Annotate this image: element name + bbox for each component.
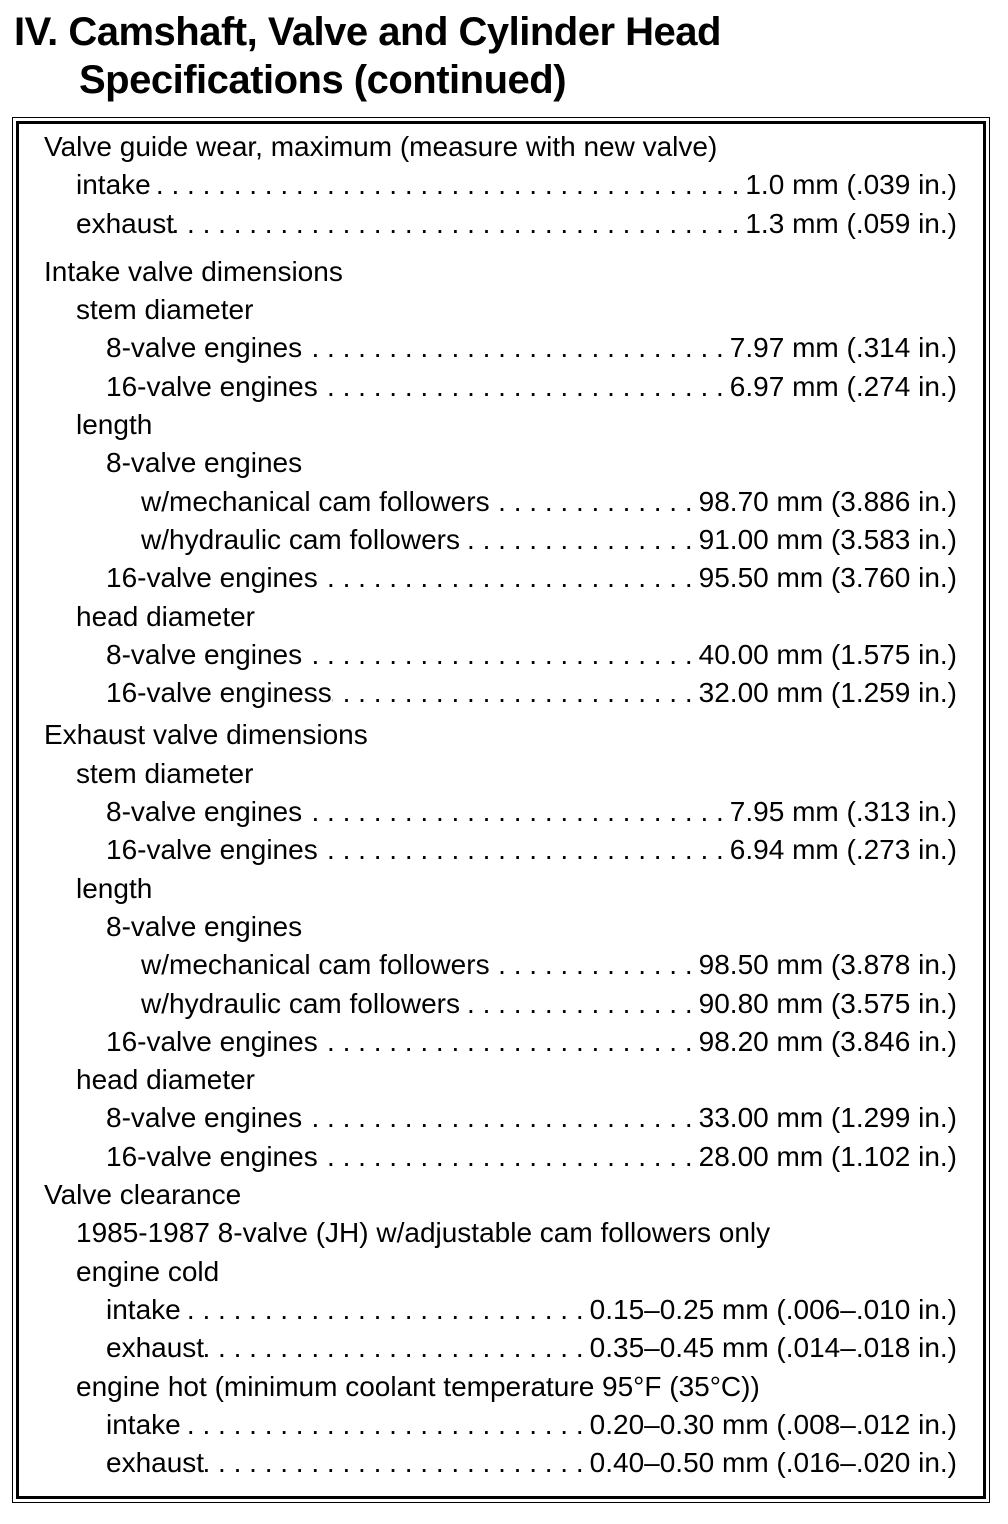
spec-row (19, 1023, 983, 1061)
spec-row (19, 1099, 983, 1137)
spec-label: 1985-1987 8-valve (JH) w/adjustable cam followers only (76, 1217, 771, 1249)
spec-row (19, 559, 983, 597)
spec-label: head diameter (76, 600, 256, 632)
spec-value: 98.50 mm (3.878 in.) (698, 949, 957, 981)
section-heading-row (19, 716, 983, 754)
spec-row (19, 521, 983, 559)
leader-dots (302, 1099, 699, 1137)
spec-row (19, 946, 983, 984)
spec-row (19, 674, 983, 712)
spec-label: exhaust (106, 1332, 205, 1364)
spec-value: 6.94 mm (.273 in.) (729, 834, 957, 866)
spec-value: 1.0 mm (.039 in.) (745, 169, 957, 201)
spec-value: 7.97 mm (.314 in.) (729, 332, 957, 364)
spec-row (19, 908, 983, 946)
spec-row (19, 1406, 983, 1444)
spec-label: 8-valve engines (106, 332, 303, 364)
spec-label: length (76, 409, 153, 441)
leader-dots (181, 1406, 590, 1444)
spec-row (19, 870, 983, 908)
spec-label: w/mechanical cam followers (141, 485, 490, 517)
spec-label: stem diameter (76, 294, 254, 326)
spec-row (19, 755, 983, 793)
spec-row (19, 1291, 983, 1329)
spec-row (19, 598, 983, 636)
spec-value: 33.00 mm (1.299 in.) (698, 1102, 957, 1134)
spec-value: 1.3 mm (.059 in.) (745, 207, 957, 239)
spec-label: w/mechanical cam followers (141, 949, 490, 981)
spec-label: intake (106, 1408, 181, 1440)
spec-label: Valve clearance (44, 1179, 242, 1211)
spec-value: 7.95 mm (.313 in.) (729, 796, 957, 828)
spec-label: 8-valve engines (106, 910, 303, 942)
spec-value: 40.00 mm (1.575 in.) (698, 638, 957, 670)
spec-label: 16-valve engines (106, 1025, 318, 1057)
spec-label: 16-valve engines (106, 1140, 318, 1172)
spec-label: exhaust (106, 1447, 205, 1479)
spec-value: 28.00 mm (1.102 in.) (698, 1140, 957, 1172)
title-line-1: IV. Camshaft, Valve and Cylinder Head (14, 10, 721, 54)
spec-label: Valve guide wear, maximum (measure with new valve) (44, 131, 718, 162)
leader-dots (318, 831, 730, 869)
leader-dots (181, 1291, 590, 1329)
section-heading-row (19, 253, 983, 291)
spec-label: Exhaust valve dimensions (44, 719, 368, 751)
spec-label: Intake valve dimensions (44, 255, 343, 287)
spec-label: 16-valve engines (106, 834, 318, 866)
spec-row (19, 483, 983, 521)
spec-row (19, 368, 983, 406)
leader-dots (318, 368, 730, 406)
leader-dots (318, 1138, 699, 1176)
spec-row (19, 1061, 983, 1099)
spec-value: 0.35–0.45 mm (.014–.018 in.) (589, 1332, 957, 1364)
spec-label: engine cold (76, 1255, 220, 1287)
spec-row (19, 291, 983, 329)
spec-value: 32.00 mm (1.259 in.) (698, 677, 957, 709)
spec-label: length (76, 872, 153, 904)
spec-row (19, 831, 983, 869)
specifications-box (16, 121, 986, 1499)
spec-value: 98.20 mm (3.846 in.) (698, 1025, 957, 1057)
spec-value: 90.80 mm (3.575 in.) (698, 987, 957, 1019)
spec-row (19, 1444, 983, 1482)
spec-row (19, 1368, 983, 1406)
leader-dots (204, 1329, 590, 1367)
spec-value: 95.50 mm (3.760 in.) (698, 562, 957, 594)
spec-label: head diameter (76, 1064, 256, 1096)
spec-label: w/hydraulic cam followers (141, 987, 460, 1019)
spec-label: 16-valve engines (106, 370, 318, 402)
spec-row (19, 1138, 983, 1176)
spec-label: w/hydraulic cam followers (141, 523, 460, 555)
page-title (14, 8, 721, 104)
spec-label: stem diameter (76, 757, 254, 789)
spec-row (19, 1253, 983, 1291)
leader-dots (490, 483, 699, 521)
spec-value: 91.00 mm (3.583 in.) (698, 523, 957, 555)
spec-label: exhaust (76, 207, 175, 239)
spec-value: 0.20–0.30 mm (.008–.012 in.) (589, 1408, 957, 1440)
spec-row (19, 205, 983, 243)
leader-dots (332, 674, 699, 712)
leader-dots (318, 1023, 699, 1061)
spec-row (19, 636, 983, 674)
spec-row (19, 166, 983, 204)
spec-row (19, 128, 983, 166)
spec-row (19, 793, 983, 831)
spec-label: 8-valve engines (106, 796, 303, 828)
spec-value: 6.97 mm (.274 in.) (729, 370, 957, 402)
spec-label: intake (106, 1293, 181, 1325)
leader-dots (302, 636, 699, 674)
leader-dots (174, 205, 745, 243)
spec-row (19, 1214, 983, 1252)
spec-label: 16-valve enginess (106, 677, 332, 709)
leader-dots (460, 985, 699, 1023)
spec-label: intake (76, 169, 151, 201)
spec-label: 16-valve engines (106, 562, 318, 594)
spec-row (19, 406, 983, 444)
spec-label: 8-valve engines (106, 1102, 303, 1134)
spec-row (19, 444, 983, 482)
leader-dots (318, 559, 699, 597)
spec-value: 0.40–0.50 mm (.016–.020 in.) (589, 1447, 957, 1479)
leader-dots (151, 166, 746, 204)
spec-label: engine hot (minimum coolant temperature 95°F (35°C)) (76, 1370, 760, 1402)
leader-dots (302, 793, 730, 831)
leader-dots (490, 946, 699, 984)
spec-row (19, 329, 983, 367)
section-heading-row (19, 1176, 983, 1214)
spec-value: 0.15–0.25 mm (.006–.010 in.) (589, 1293, 957, 1325)
spec-label: 8-valve engines (106, 638, 303, 670)
title-line-2: Specifications (continued) (79, 58, 567, 102)
leader-dots (460, 521, 699, 559)
spec-row (19, 985, 983, 1023)
spec-value: 98.70 mm (3.886 in.) (698, 485, 957, 517)
leader-dots (204, 1444, 590, 1482)
leader-dots (302, 329, 730, 367)
spec-row (19, 1329, 983, 1367)
spec-list (19, 128, 983, 1482)
spec-label: 8-valve engines (106, 447, 303, 479)
